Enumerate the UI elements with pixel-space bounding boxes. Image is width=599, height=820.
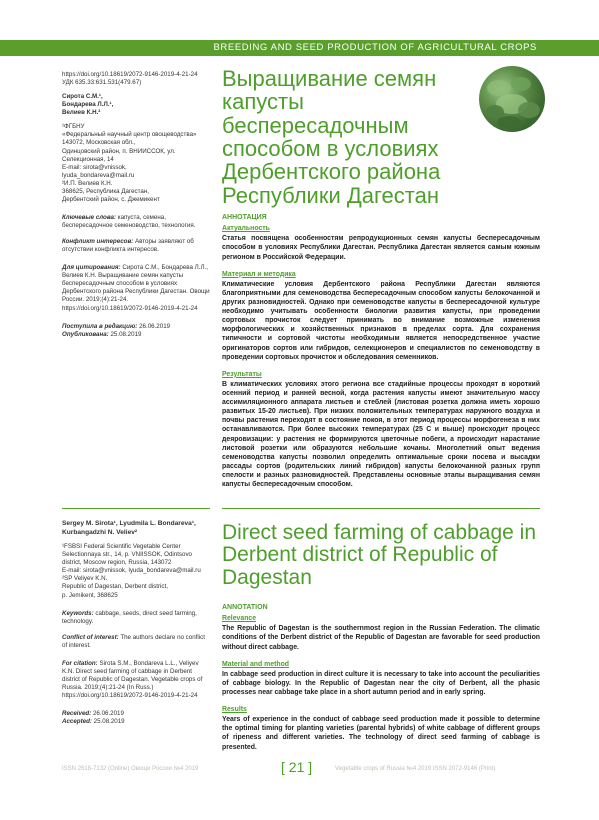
en-annotation-heading: ANNOTATION: [222, 604, 268, 611]
en-affil-line: Selectionnaya str., 14, p. VNIISSOK, Odintsovo district, Moscow region, Russia, 143072: [62, 551, 193, 567]
ru-affil-line: Селекционная, 14: [62, 155, 114, 163]
en-results-text: Years of experience in the conduct of cabbage seed production made it possible to determine the optimal timing for planting varieties (parental hybrids) of white cabbage of different groups of ripeness and different varieties. The technology of direct seed farming of cabbage is presented.: [222, 716, 540, 751]
right-divider: [222, 508, 540, 509]
page-footer: [0, 759, 599, 776]
en-cite-label: For citation:: [62, 659, 98, 667]
doi-link[interactable]: https://doi.org/10.18619/2072-9146-2019-4-21-24: [62, 71, 198, 78]
left-divider: [62, 508, 210, 509]
ru-citation: [62, 264, 210, 312]
ru-abstract: [222, 213, 540, 489]
en-affil-line: Republic of Dagestan, Derbent district,: [62, 583, 168, 591]
en-cite-text: Sirota S.M., Bondareva L.L., Veliyev K.N. Direct seed farming of cabbage in Derbent district of Republic of Dagestan. Vegetable crops of Russia. 2019;(4):21-24 (In Russ.) https://doi.org/10.18619/2072-9146-2019-4-21-24: [62, 659, 203, 700]
ru-article-title: Выращивание семян капусты беспересадочным способом в условиях Дербентского района Республики Дагестан: [222, 66, 441, 208]
ru-results-heading: Результаты: [222, 370, 262, 378]
ru-relevance-text: Статья посвящена особенностям репродукционных семян капусты беспересадочным способом в условиях Республики Дагестан. Республика Дагестан является самым южным регионом в Российской Федерации.: [222, 235, 540, 261]
ru-affil-line: lyuda_bondareva@mail.ru: [62, 171, 135, 179]
ru-affil-line: ²И.П. Велиев К.Н.: [62, 179, 113, 187]
ru-affil-line: «Федеральный научный центр овощеводства»: [62, 131, 197, 139]
en-accepted-label: Accepted:: [62, 718, 92, 726]
ru-methods-text: Климатические условия Дербентского района Республики Дагестан являются благоприятными для семеноводства беспересадочным способом капусты белокочанной и других разновидностей. Однако при семеноводстве капусты в беспересадочной культуре необходимо учитывать особенности биологии развития капусты, при проведении сортовых прочисток следует принимать во внимание возможные изменения морфологических и хозяйственных признаков в пределах сорта. Для сохранения типичности и сортовой чистоты необходимым является непосредственное участие оригинаторов сортов или гибридов, селекционеров и специалистов по семеноводству в проведении сортовых прочисток и обследования семенников.: [222, 280, 540, 361]
en-affil-line: p. Jemikent, 368625: [62, 591, 118, 599]
ru-annotation-heading: АННОТАЦИЯ: [222, 214, 267, 221]
en-conflict-label: Conflict of interest:: [62, 633, 119, 641]
ru-relevance-heading: Актуальность: [222, 225, 270, 233]
en-meta-column: [62, 520, 210, 726]
ru-keywords-label: Ключевые слова:: [62, 213, 116, 221]
ru-published-label: Опубликована:: [62, 330, 109, 338]
ru-affil-line: Дербентский район, с. Джемикент: [62, 195, 160, 203]
cabbage-photo: [479, 66, 545, 132]
ru-affil-line: 368625, Республика Дагестан,: [62, 187, 149, 195]
ru-results-text: В климатических условиях этого региона все стадийные процессы проходят в короткий осенний период и ранней весной, когда растения капусты имеют значительную массу ассимиляционного аппарата листьев и стеблей (листовая розетка должна иметь хорошо развитых 15-20 листьев). При низких положительных температурах наружного воздуха и почвы растения переходят в состояние покоя, в этот период процессы морфогенеза в них останавливаются. При более высоких температурах (25 С и выше) происходит процесс деяровизации: у растения не формируются цветочные побеги, а происходит нарастание листовой розетки или образуются небольшие кочаны. Многолетний опыт ведения семеноводства капусты позволил определить оптимальные сроки посева и высадки рассады сортов (родительских линий гибридов) капусты белокочанной разных групп спелости и разных разновидностей. Представлены основные этапы выращивания семян капусты беспересадочным способом.: [222, 380, 540, 489]
ru-author-2: Бондарева Л.Л.¹,: [62, 101, 114, 109]
en-keywords-text: cabbage, seeds, direct seed farming, technology.: [62, 609, 197, 625]
en-accepted: [62, 718, 210, 726]
ru-cite-label: Для цитирования:: [62, 264, 121, 272]
ru-published: [62, 331, 210, 339]
ru-author-3: Велиев К.Н.²: [62, 109, 101, 117]
en-affil-line: ¹FSBSI Federal Scientific Vegetable Center: [62, 543, 181, 551]
ru-affiliation: [62, 123, 210, 204]
ru-author-1: Сирота С.М.¹,: [62, 93, 103, 101]
en-conflict: [62, 634, 210, 650]
ru-keywords-text: капуста, семена, беспересадочное семеноводство, технология.: [62, 213, 196, 229]
section-banner: BREEDING AND SEED PRODUCTION OF AGRICULTURAL CROPS: [0, 40, 599, 56]
en-relevance-text: The Republic of Dagestan is the southernmost region in the Russian Federation. The climatic conditions of the Derbent district of the Republic of Dagestan are favorable for seed production without direct cabbage.: [222, 625, 540, 651]
en-methods-text: In cabbage seed production in direct culture it is necessary to take into account the peculiarities of cabbage biology. In the Republic of Dagestan near the city of Derbent, all the phasic processes near cabbage take place in a short autumn period and in early spring.: [222, 670, 540, 696]
ru-keywords: [62, 214, 210, 230]
udk-code: УДК 635.33:631.531(479.67): [62, 79, 142, 87]
ru-affil-line: 143072, Московская обл.,: [62, 139, 136, 147]
en-accepted-date: 25.08.2019: [93, 718, 125, 726]
en-authors: Sergey M. Sirota¹, Lyudmila L. Bondareva¹, Kurbangadzhi N. Veliev²: [62, 520, 196, 536]
ru-methods-heading: Материал и методика: [222, 270, 296, 278]
ru-received-label: Поступила в редакцию:: [62, 322, 138, 330]
en-affil-line: ²SP Veliyev K.N.: [62, 575, 108, 583]
en-received-label: Received:: [62, 710, 92, 718]
footer-right-issn: Vegetable crops of Russia №4 2019 ISSN 2072-9146 (Print): [335, 766, 496, 772]
ru-conflict-label: Конфликт интересов:: [62, 238, 134, 246]
ru-affil-line: Одинцовский район, п. ВНИИССОК, ул.: [62, 147, 176, 155]
en-conflict-text: The authors declare no conflict of interest.: [62, 633, 205, 649]
page-number: [ 21 ]: [281, 759, 313, 775]
en-methods-heading: Material and method: [222, 660, 290, 668]
en-relevance-heading: Relevance: [222, 615, 257, 623]
en-affiliation: [62, 543, 210, 599]
ru-meta-column: [62, 71, 210, 339]
ru-cite-text: Сирота С.М., Бондарева Л.Л., Велиев К.Н. Выращивание семян капусты беспересадочным способом в условиях Дербентского района Республики Дагестан. Овощи России. 2019;(4):21-24. https://doi.org/10.18619/2072-9146-2019-4-21-24: [62, 264, 210, 312]
en-results-heading: Results: [222, 706, 247, 714]
en-received-date: 26.06.2019: [92, 710, 124, 718]
en-keywords: [62, 610, 210, 626]
ru-affil-line: ¹ФГБНУ: [62, 123, 85, 131]
en-abstract: [222, 603, 540, 752]
cabbage-leaves-image: [479, 66, 545, 132]
ru-conflict-text: Авторы заявляют об отсутствии конфликта интересов.: [62, 238, 194, 254]
en-received: [62, 710, 210, 718]
ru-affil-line: E-mail: sirota@vnissok,: [62, 163, 127, 171]
footer-left-issn: ISSN 2618-7132 (Online) Овощи России №4 2019: [62, 766, 199, 772]
en-keywords-label: Keywords:: [62, 609, 94, 617]
ru-published-date: 25.08.2019: [110, 330, 142, 338]
ru-conflict: [62, 238, 210, 254]
en-affil-line: E-mail: sirota@vnissok, lyuda_bondareva@mail.ru: [62, 567, 201, 575]
ru-received: [62, 323, 210, 331]
ru-received-date: 26.06.2019: [139, 322, 171, 330]
en-citation: [62, 660, 210, 700]
en-article-title: Direct seed farming of cabbage in Derbent district of Republic of Dagestan: [222, 521, 537, 589]
